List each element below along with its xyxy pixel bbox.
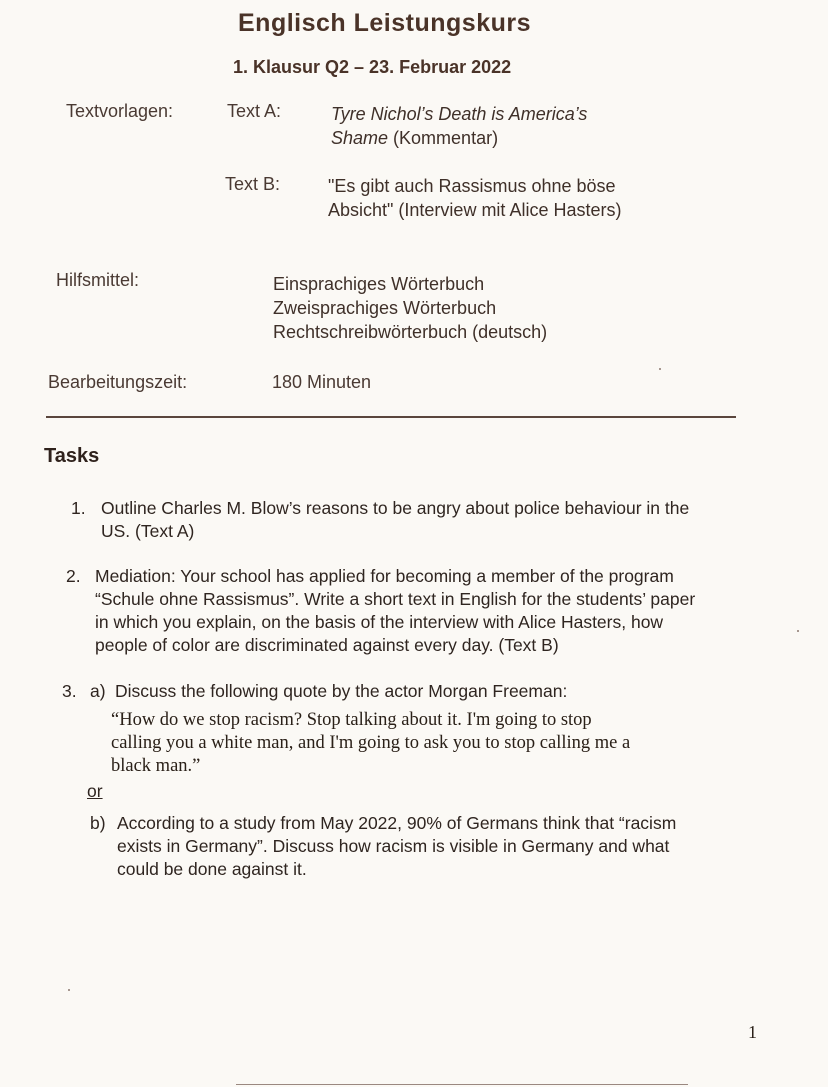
task-3b-line: According to a study from May 2022, 90% of Germans think that “racism	[117, 813, 677, 833]
task-3b-label: b)	[90, 813, 106, 833]
time-label: Bearbeitungszeit:	[48, 372, 188, 392]
scan-speck	[797, 630, 799, 632]
task-1	[101, 497, 689, 543]
task-2-line: in which you explain, on the basis of the interview with Alice Hasters, how	[95, 612, 664, 632]
bottom-edge-line	[236, 1084, 688, 1085]
text-a-kind: (Kommentar)	[388, 128, 499, 148]
task-3a-label: a)	[90, 681, 106, 701]
text-a-title	[331, 102, 587, 150]
task-3b	[117, 812, 676, 881]
tasks-heading: Tasks	[44, 445, 100, 467]
aids-label: Hilfsmittel:	[56, 270, 140, 290]
task-1-line: Outline Charles M. Blow’s reasons to be angry about police behaviour in the	[101, 498, 690, 518]
task-2-number: 2.	[66, 566, 81, 586]
task-2-line: “Schule ohne Rassismus”. Write a short text in English for the students’ paper	[95, 589, 696, 609]
text-a-title-line1: Tyre Nichol’s Death is America’s	[331, 104, 588, 124]
text-b-title	[328, 174, 621, 222]
text-a-key: Text A:	[227, 101, 282, 121]
time-value: 180 Minuten	[272, 372, 372, 392]
text-a-title-line2: Shame	[331, 128, 389, 148]
aid-item: Rechtschreibwörterbuch (deutsch)	[273, 322, 548, 342]
task-1-line: US. (Text A)	[101, 521, 195, 541]
text-b-key: Text B:	[225, 174, 281, 194]
quote-line: “How do we stop racism? Stop talking about it. I'm going to stop	[111, 710, 592, 730]
aid-item: Zweisprachiges Wörterbuch	[273, 298, 497, 318]
task-1-number: 1.	[71, 498, 86, 518]
divider	[46, 416, 736, 418]
task-2-line: people of color are discriminated against every day. (Text B)	[95, 635, 559, 655]
exam-subtitle: 1. Klausur Q2 – 23. Februar 2022	[233, 57, 512, 77]
scan-speck	[659, 368, 661, 370]
text-a-title-line2-wrap	[331, 126, 587, 150]
task-3b-line: could be done against it.	[117, 859, 307, 879]
task-2	[95, 565, 695, 657]
scan-speck	[68, 989, 70, 991]
page-number: 1	[748, 1022, 757, 1042]
quote-line: calling you a white man, and I'm going to ask you to stop calling me a	[111, 733, 631, 753]
task-2-line: Mediation: Your school has applied for becoming a member of the program	[95, 566, 674, 586]
task-3a-text: Discuss the following quote by the actor Morgan Freeman:	[115, 681, 568, 701]
or-label: or	[87, 781, 103, 801]
aids-list	[273, 272, 547, 344]
freeman-quote	[111, 709, 630, 778]
aid-item: Einsprachiges Wörterbuch	[273, 274, 485, 294]
text-b-line2: Absicht" (Interview mit Alice Hasters)	[328, 200, 622, 220]
task-3b-line: exists in Germany”. Discuss how racism is visible in Germany and what	[117, 836, 670, 856]
texts-label: Textvorlagen:	[66, 101, 174, 121]
page-title: Englisch Leistungskurs	[238, 9, 532, 37]
quote-line: black man.”	[111, 756, 201, 776]
task-3-number: 3.	[62, 681, 77, 701]
text-b-line1: "Es gibt auch Rassismus ohne böse	[328, 176, 616, 196]
